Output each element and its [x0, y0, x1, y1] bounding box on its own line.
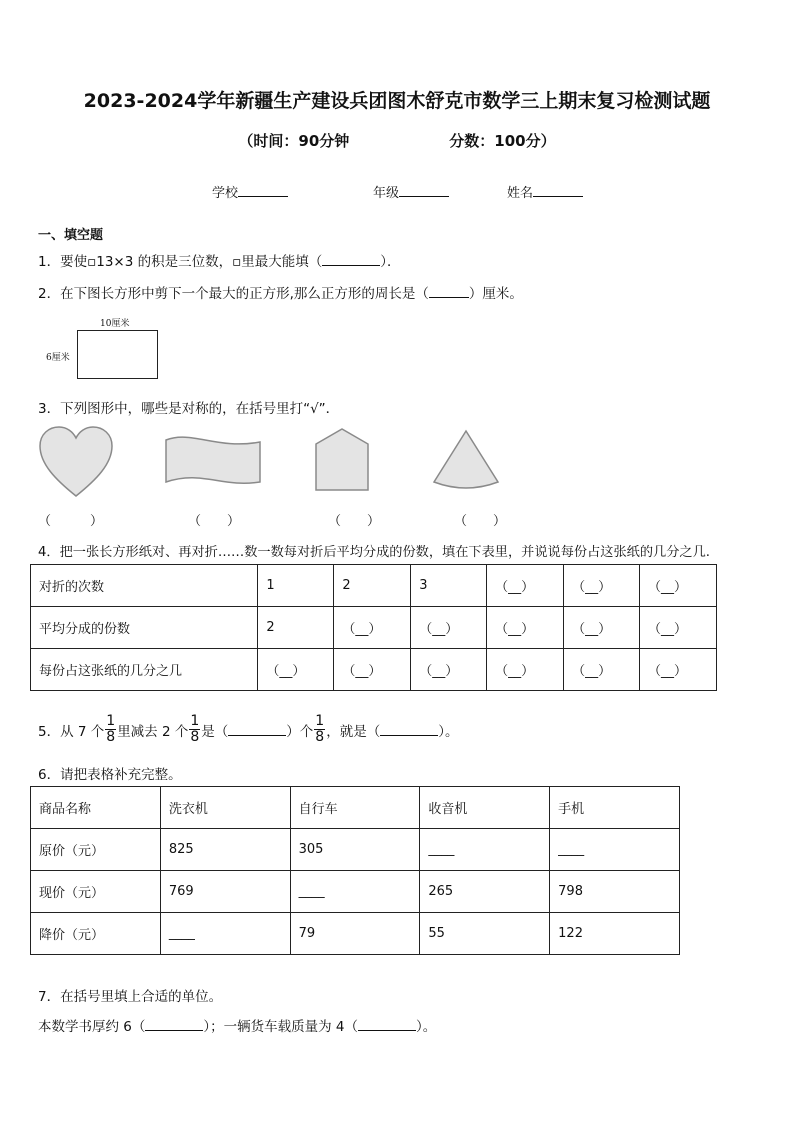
- question-7-line: [38, 1015, 436, 1035]
- q1-answer-blank[interactable]: [322, 253, 380, 266]
- table-cell: 原价（元）: [31, 829, 161, 871]
- q5-text: ）。: [438, 723, 459, 740]
- table-cell: 2: [258, 607, 334, 649]
- q5-answer-blank-2[interactable]: [380, 723, 438, 736]
- q5-text: ）个: [286, 723, 314, 740]
- rectangle-figure: [77, 330, 158, 379]
- table-cell: 265: [420, 871, 550, 913]
- table-answer-cell[interactable]: （__）: [564, 649, 640, 691]
- sector-answer[interactable]: （ ）: [454, 514, 507, 529]
- table-header-cell: 商品名称: [31, 787, 161, 829]
- exam-time: （时间：90分钟: [238, 132, 350, 150]
- fraction-numerator: 1: [190, 713, 200, 729]
- exam-subtitle: [0, 130, 794, 151]
- table-cell: 769: [160, 871, 290, 913]
- table-answer-cell[interactable]: （__）: [334, 649, 411, 691]
- table-cell: 79: [290, 913, 420, 955]
- page-title: 2023-2024学年新疆生产建设兵团图木舒克市数学三上期末复习检测试题: [83, 90, 711, 112]
- table-cell: 825: [160, 829, 290, 871]
- table-cell: 1: [258, 565, 334, 607]
- fraction-numerator: 1: [315, 713, 325, 729]
- question-6: 6．请把表格补充完整。: [38, 767, 182, 783]
- rect-width-label: 10厘米: [100, 319, 130, 329]
- name-field: [507, 182, 583, 201]
- table-cell: 305: [290, 829, 420, 871]
- table-cell: 55: [420, 913, 550, 955]
- table-row: [31, 913, 680, 955]
- q5-text: ，就是（: [326, 723, 381, 740]
- house-answer[interactable]: （ ）: [328, 514, 381, 529]
- table-answer-cell[interactable]: ____: [550, 829, 680, 871]
- fraction: [189, 714, 200, 745]
- price-table: [30, 786, 680, 955]
- table-answer-cell[interactable]: （__）: [258, 649, 334, 691]
- q7-answer-blank-2[interactable]: [358, 1018, 416, 1031]
- house-pentagon-shape: [312, 426, 372, 494]
- grade-blank[interactable]: [399, 184, 449, 197]
- table-header-cell: 收音机: [420, 787, 550, 829]
- grade-field: [373, 182, 449, 201]
- table-answer-cell[interactable]: （__）: [487, 607, 564, 649]
- table-cell: 3: [411, 565, 487, 607]
- table-row: [31, 829, 680, 871]
- table-answer-cell[interactable]: ____: [420, 829, 550, 871]
- table-answer-cell[interactable]: （__）: [640, 565, 717, 607]
- q2-text-end: ）厘米。: [468, 286, 523, 302]
- school-label: 学校: [212, 186, 239, 201]
- table-cell: 每份占这张纸的几分之几: [31, 649, 258, 691]
- table-cell: 现价（元）: [31, 871, 161, 913]
- table-answer-cell[interactable]: （__）: [564, 565, 640, 607]
- name-blank[interactable]: [533, 184, 583, 197]
- wave-flag-shape: [162, 432, 264, 490]
- table-answer-cell[interactable]: （__）: [334, 607, 411, 649]
- q7-answer-blank-1[interactable]: [145, 1018, 203, 1031]
- table-cell: 2: [334, 565, 411, 607]
- q5-text: 里减去 2 个: [117, 723, 189, 740]
- q5-answer-blank-1[interactable]: [228, 723, 286, 736]
- table-row: [31, 787, 680, 829]
- fraction-numerator: 1: [106, 713, 116, 729]
- question-3: 3．下列图形中，哪些是对称的，在括号里打“√”．: [38, 401, 340, 417]
- table-answer-cell[interactable]: （__）: [564, 607, 640, 649]
- q1-text-end: ）．: [380, 254, 401, 270]
- question-2: [38, 282, 523, 302]
- table-answer-cell[interactable]: ____: [160, 913, 290, 955]
- heart-shape: [36, 424, 116, 498]
- q7-text: 本数学书厚约 6（: [38, 1019, 146, 1035]
- question-7: 7．在括号里填上合适的单位。: [38, 989, 223, 1005]
- table-header-cell: 自行车: [290, 787, 420, 829]
- exam-score: 分数：100分）: [449, 132, 556, 150]
- section-heading: 一、填空题: [38, 228, 104, 243]
- table-answer-cell[interactable]: （__）: [640, 607, 717, 649]
- fraction-denominator: 8: [106, 729, 116, 745]
- table-answer-cell[interactable]: ____: [290, 871, 420, 913]
- table-answer-cell[interactable]: （__）: [411, 607, 487, 649]
- fraction: [105, 714, 116, 745]
- fraction-denominator: 8: [190, 729, 200, 745]
- q1-text: 1．要使▫13×3 的积是三位数，▫里最大能填（: [38, 254, 323, 270]
- table-cell: 降价（元）: [31, 913, 161, 955]
- folding-table: [30, 564, 717, 691]
- table-cell: 平均分成的份数: [31, 607, 258, 649]
- table-answer-cell[interactable]: （__）: [487, 649, 564, 691]
- table-answer-cell[interactable]: （__）: [487, 565, 564, 607]
- table-header-cell: 洗衣机: [160, 787, 290, 829]
- table-cell: 对折的次数: [31, 565, 258, 607]
- rect-height-label: 6厘米: [46, 353, 70, 363]
- q5-text: 5．从 7 个: [38, 723, 105, 740]
- q2-text: 2．在下图长方形中剪下一个最大的正方形,那么正方形的周长是（: [38, 286, 429, 302]
- table-row: [31, 607, 717, 649]
- table-row: [31, 565, 717, 607]
- table-cell: 122: [550, 913, 680, 955]
- heart-answer[interactable]: （ ）: [38, 514, 104, 529]
- fraction-denominator: 8: [315, 729, 325, 745]
- sector-fan-shape: [430, 428, 502, 494]
- table-row: [31, 871, 680, 913]
- question-5: [38, 714, 458, 745]
- table-row: [31, 649, 717, 691]
- table-answer-cell[interactable]: （__）: [640, 649, 717, 691]
- grade-label: 年级: [373, 186, 400, 201]
- question-1: [38, 250, 401, 270]
- q2-answer-blank[interactable]: [429, 285, 469, 298]
- wave-answer[interactable]: （ ）: [188, 514, 241, 529]
- name-label: 姓名: [507, 186, 534, 201]
- table-header-cell: 手机: [550, 787, 680, 829]
- q7-text: ）；一辆货车载质量为 4（: [203, 1019, 359, 1035]
- fraction: [314, 714, 325, 745]
- table-answer-cell[interactable]: （__）: [411, 649, 487, 691]
- school-field: [212, 182, 288, 201]
- table-cell: 798: [550, 871, 680, 913]
- question-4: 4．把一张长方形纸对、再对折……数一数每对折后平均分成的份数，填在下表里，并说说每份占这张纸的几分之几.: [38, 545, 710, 560]
- school-blank[interactable]: [238, 184, 288, 197]
- q5-text: 是（: [201, 723, 229, 740]
- q7-text: ）。: [416, 1019, 437, 1035]
